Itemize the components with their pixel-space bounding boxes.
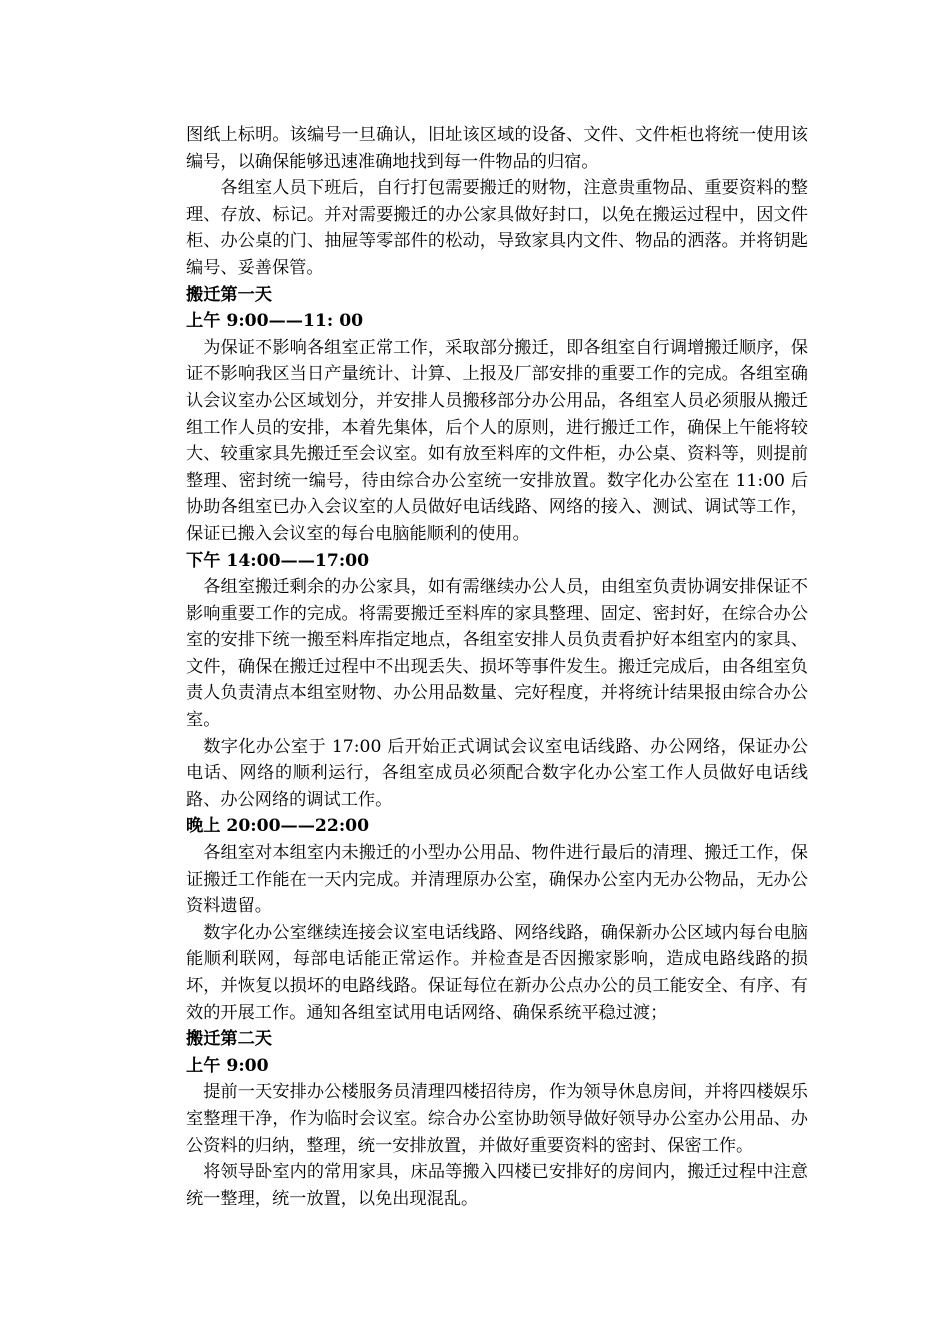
document-page <box>186 122 808 1212</box>
paragraph-day1-evening-1: 各组室对本组室内未搬迁的小型办公用品、物件进行最后的清理、搬迁工作，保证搬迁工作能在一天内完成。并清理原办公室，确保办公室内无办公物品，无办公资料遗留。 <box>186 843 808 917</box>
heading-day2: 搬迁第二天 <box>186 1029 272 1050</box>
paragraph-continuation: 图纸上标明。该编号一旦确认，旧址该区域的设备、文件、文件柜也将统一使用该编号，以确保能够迅速准确地找到每一件物品的归宿。 <box>186 125 808 172</box>
heading-day2-morning: 上午 9:00 <box>186 1055 269 1076</box>
heading-day1-morning: 上午 9:00——11: 00 <box>186 311 364 332</box>
paragraph-day1-evening-2: 数字化办公室继续连接会议室电话线路、网络线路，确保新办公区域内每台电脑能顺利联网，每部电话能正常运作。并检查是否因搬家影响，造成电路线路的损坏，并恢复以损坏的电路线路。保证每位在新办公点办公的员工能安全、有序、有效的开展工作。通知各组室试用电话网络、确保系统平稳过渡； <box>186 922 808 1023</box>
paragraph-packing: 各组室人员下班后，自行打包需要搬迁的财物，注意贵重物品、重要资料的整理、存放、标记。并对需要搬迁的办公家具做好封口，以免在搬运过程中，因文件柜、办公桌的门、抽屉等零部件的松动，导致家具内文件、物品的洒落。并将钥匙编号、妥善保管。 <box>186 178 808 278</box>
paragraph-day1-afternoon-1: 各组室搬迁剩余的办公家具，如有需继续办公人员，由组室负责协调安排保证不影响重要工作的完成。将需要搬迁至料库的家具整理、固定、密封好，在综合办公室的安排下统一搬至料库指定地点，各组室安排人员负责看护好本组室内的家具、文件，确保在搬迁过程中不出现丢失、损坏等事件发生。搬迁完成后，由各组室负责人负责清点本组室财物、办公用品数量、完好程度，并将统计结果报由综合办公室。 <box>186 577 808 731</box>
heading-day1: 搬迁第一天 <box>186 284 272 305</box>
heading-day1-evening: 晚上 20:00——22:00 <box>186 816 370 837</box>
paragraph-day1-morning-1: 为保证不影响各组室正常工作，采取部分搬迁，即各组室自行调增搬迁顺序，保证不影响我区当日产量统计、计算、上报及厂部安排的重要工作的完成。各组室确认会议室办公区域划分，并安排人员搬移部分办公用品，各组室人员必须服从搬迁组工作人员的安排，本着先集体，后个人的原则，进行搬迁工作，确保上午能将较大、较重家具先搬迁至会议室。如有放至料库的文件柜，办公桌、资料等，则提前整理、密封统一编号，待由综合办公室统一安排放置。数字化办公室在 11:00 后协助各组室已办入会议室的人员做好电话线路、网络的接入、测试、调试等工作，保证已搬入会议室的每台电脑能顺利的使用。 <box>186 337 808 544</box>
paragraph-day1-afternoon-2: 数字化办公室于 17:00 后开始正式调试会议室电话线路、办公网络，保证办公电话、网络的顺利运行，各组室成员必须配合数字化办公室工作人员做好电话线路、办公网络的调试工作。 <box>186 736 808 810</box>
paragraph-day2-morning-2: 将领导卧室内的常用家具，床品等搬入四楼已安排好的房间内，搬迁过程中注意统一整理，统一放置，以免出现混乱。 <box>186 1162 808 1209</box>
heading-day1-afternoon: 下午 14:00——17:00 <box>186 550 370 571</box>
paragraph-day2-morning-1: 提前一天安排办公楼服务员清理四楼招待房，作为领导休息房间，并将四楼娱乐室整理干净，作为临时会议室。综合办公室协助领导做好领导办公室办公用品、办公资料的归纳，整理，统一安排放置，并做好重要资料的密封、保密工作。 <box>186 1082 808 1156</box>
